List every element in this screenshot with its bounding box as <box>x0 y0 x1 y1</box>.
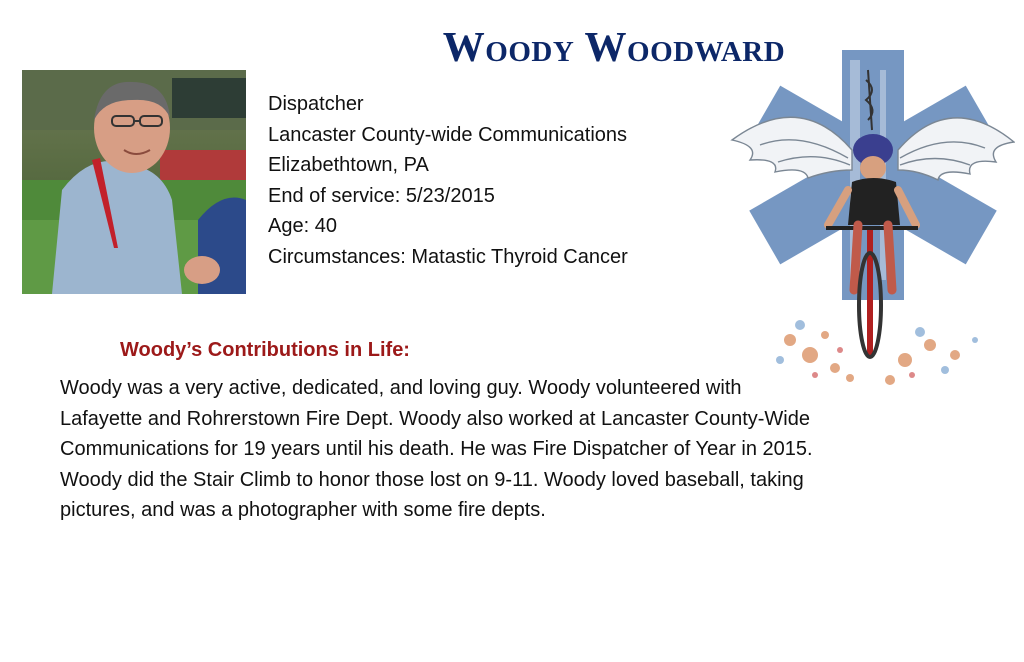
page-title: Woody Woodward <box>442 25 786 71</box>
star-of-life-cyclist-illustration <box>730 50 1015 390</box>
contributions-heading: Woody’s Contributions in Life: <box>120 339 410 361</box>
contributions-line: Woody did the Stair Climb to honor those lost on 9-11. Woody loved baseball, taking <box>60 468 804 491</box>
contributions-line: Communications for 19 years until his death. He was Fire Dispatcher of Year in 2015. <box>60 438 813 461</box>
portrait-photo <box>22 70 246 294</box>
role-text: Dispatcher <box>268 93 364 115</box>
agency-text: Lancaster County-wide Communications <box>268 123 628 146</box>
location-text: Elizabethtown, PA <box>268 154 429 176</box>
profile-details <box>268 89 628 272</box>
contributions-line: Woody was a very active, dedicated, and loving guy. Woody volunteered with <box>60 377 742 399</box>
contributions-line: Lafayette and Rohrerstown Fire Dept. Woody also worked at Lancaster County-Wide <box>60 407 810 430</box>
age-text: Age: 40 <box>268 215 337 237</box>
end-of-service-text: End of service: 5/23/2015 <box>268 184 495 207</box>
contributions-line: pictures, and was a photographer with some fire depts. <box>60 499 546 522</box>
contributions-text <box>60 373 960 526</box>
circumstances-text: Circumstances: Matastic Thyroid Cancer <box>268 245 628 268</box>
